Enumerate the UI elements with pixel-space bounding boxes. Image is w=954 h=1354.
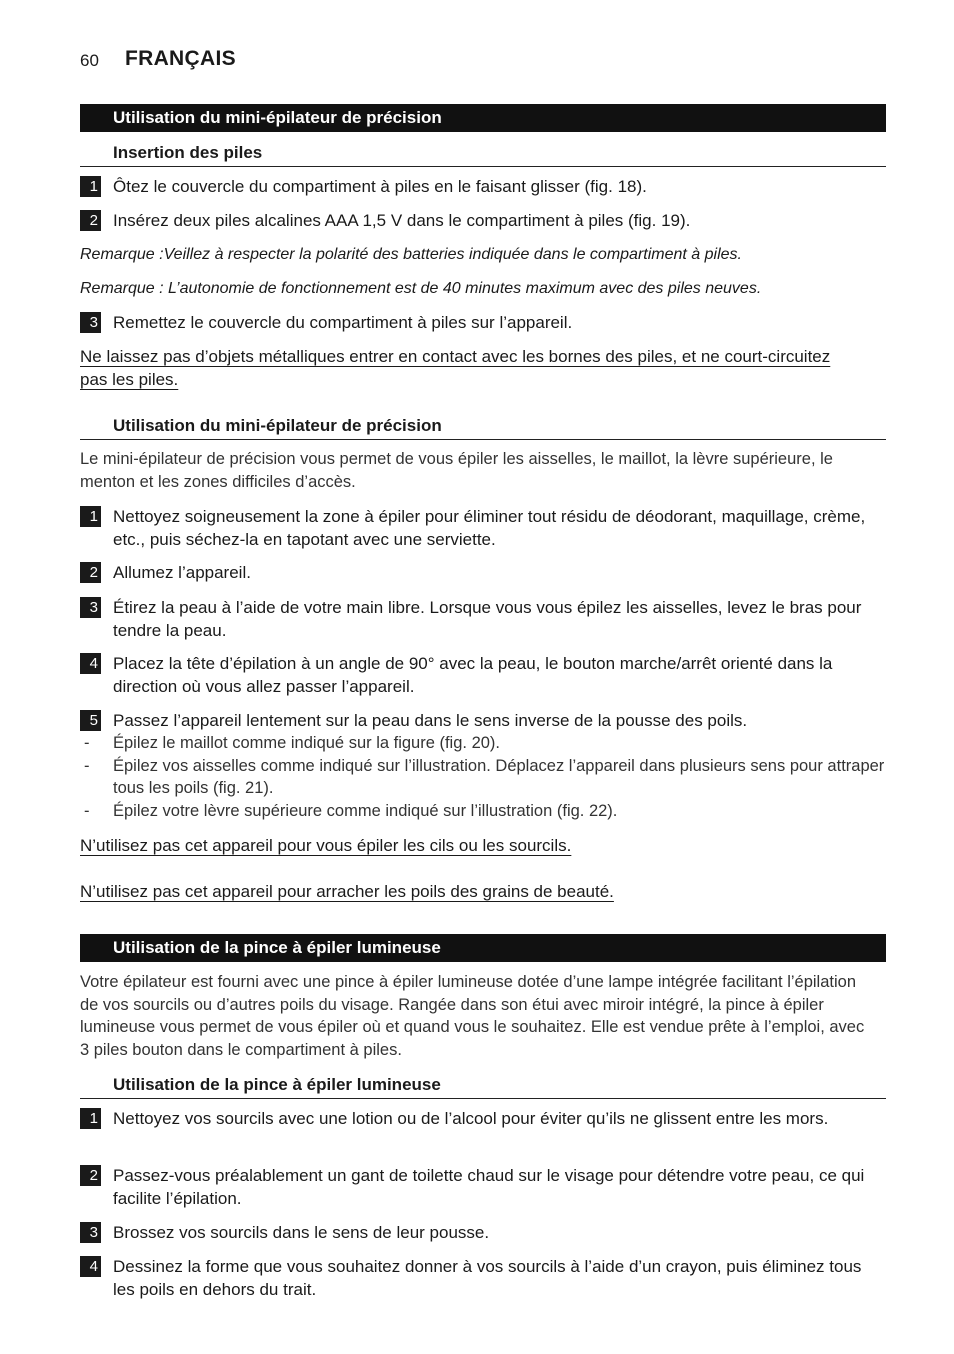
- step-number: 3: [80, 1222, 101, 1243]
- intro-paragraph: Votre épilateur est fourni avec une pince à épiler lumineuse dotée d’une lampe intégrée facilitant l’épilation de vos sourcils ou d’autres poils du visage. Rangée dans son étui avec miroir intégré, la pince à épiler lumineuse vous permet de vous épiler où et quand vous le souhaitez. Elle est vendue prête à l’emploi, avec 3 piles bouton dans le compartiment à piles.: [80, 973, 865, 1059]
- step-number: 3: [80, 597, 101, 618]
- step-1: [80, 505, 886, 551]
- section-title-mini-epilator: Utilisation du mini-épilateur de précision: [80, 104, 886, 132]
- list-item: - Épilez votre lèvre supérieure comme indiqué sur l’illustration (fig. 22).: [80, 800, 886, 822]
- step-text: Brossez vos sourcils dans le sens de leur pousse.: [113, 1223, 490, 1242]
- subheading-using-light-tweezers: Utilisation de la pince à épiler lumineuse: [80, 1073, 886, 1099]
- subheading-using-mini-epilator: Utilisation du mini-épilateur de précision: [80, 414, 886, 440]
- step-1: [80, 1107, 886, 1130]
- step-text: Remettez le couvercle du compartiment à piles sur l’appareil.: [113, 313, 573, 332]
- step-number: 2: [80, 562, 101, 583]
- subheading-battery-insertion: Insertion des piles: [80, 141, 886, 167]
- step-number: 2: [80, 1165, 101, 1186]
- language-heading: FRANÇAIS: [125, 47, 236, 70]
- step-number: 1: [80, 1108, 101, 1129]
- note-polarity: Remarque :Veillez à respecter la polarité des batteries indiquée dans le compartiment à piles.: [80, 246, 742, 263]
- step-4: [80, 652, 886, 698]
- warning-battery-terminals: Ne laissez pas d’objets métalliques entrer en contact avec les bornes des piles, et ne court-circuitez pas les piles.: [80, 347, 831, 389]
- step-text: Allumez l’appareil.: [113, 563, 251, 582]
- list-item-text: Épilez le maillot comme indiqué sur la figure (fig. 20).: [113, 734, 501, 752]
- step-number: 5: [80, 710, 101, 731]
- step-3: [80, 1221, 886, 1244]
- step-2: [80, 209, 886, 232]
- step-number: 2: [80, 210, 101, 231]
- step-3: [80, 311, 886, 334]
- intro-paragraph: Le mini-épilateur de précision vous permet de vous épiler les aisselles, le maillot, la lèvre supérieure, le menton et les zones difficiles d’accès.: [80, 450, 833, 491]
- step-2: [80, 1164, 886, 1210]
- step-text: Nettoyez soigneusement la zone à épiler pour éliminer tout résidu de déodorant, maquillage, crème, etc., puis séchez-la en tapotant avec une serviette.: [113, 507, 866, 549]
- step-4: [80, 1255, 886, 1301]
- step-number: 1: [80, 176, 101, 197]
- step-number: 1: [80, 506, 101, 527]
- warning-eyelashes: N’utilisez pas cet appareil pour vous épiler les cils ou les sourcils.: [80, 836, 572, 855]
- section-title-light-tweezers: Utilisation de la pince à épiler lumineuse: [80, 934, 886, 962]
- step-text: Dessinez la forme que vous souhaitez donner à vos sourcils à l’aide d’un crayon, puis éliminez tous les poils en dehors du trait.: [113, 1257, 862, 1299]
- note-autonomy: Remarque : L’autonomie de fonctionnement est de 40 minutes maximum avec des piles neuves.: [80, 280, 762, 297]
- warning-moles: N’utilisez pas cet appareil pour arracher les poils des grains de beauté.: [80, 882, 614, 901]
- step-text: Étirez la peau à l’aide de votre main libre. Lorsque vous vous épilez les aisselles, levez le bras pour tendre la peau.: [113, 598, 862, 640]
- list-item: - Épilez le maillot comme indiqué sur la figure (fig. 20).: [80, 732, 886, 754]
- step-number: 4: [80, 653, 101, 674]
- step-text: Nettoyez vos sourcils avec une lotion ou de l’alcool pour éviter qu’ils ne glissent entre les mors.: [113, 1109, 829, 1128]
- step-text: Insérez deux piles alcalines AAA 1,5 V dans le compartiment à piles (fig. 19).: [113, 211, 691, 230]
- step-text: Placez la tête d’épilation à un angle de 90° avec la peau, le bouton marche/arrêt orienté dans la direction où vous allez passer l’appareil.: [113, 654, 833, 696]
- step-text: Ôtez le couvercle du compartiment à piles en le faisant glisser (fig. 18).: [113, 177, 647, 196]
- step-5: [80, 709, 886, 732]
- step-text: Passez-vous préalablement un gant de toilette chaud sur le visage pour détendre votre peau, ce qui facilite l’épilation.: [113, 1166, 865, 1208]
- list-item-text: Épilez vos aisselles comme indiqué sur l’illustration. Déplacez l’appareil dans plusieurs sens pour attraper tous les poils (fig. 21).: [113, 757, 885, 797]
- step-number: 4: [80, 1256, 101, 1277]
- step-3: [80, 596, 886, 642]
- page-number: 60: [80, 51, 99, 70]
- list-item: - Épilez vos aisselles comme indiqué sur l’illustration. Déplacez l’appareil dans plusieurs sens pour attraper tous les poils (fig. 21).: [84, 757, 885, 797]
- list-item-text: Épilez votre lèvre supérieure comme indiqué sur l’illustration (fig. 22).: [113, 802, 618, 820]
- step-2: [80, 561, 886, 584]
- step-text: Passez l’appareil lentement sur la peau dans le sens inverse de la pousse des poils.: [113, 711, 748, 730]
- step-number: 3: [80, 312, 101, 333]
- step-1: [80, 175, 886, 198]
